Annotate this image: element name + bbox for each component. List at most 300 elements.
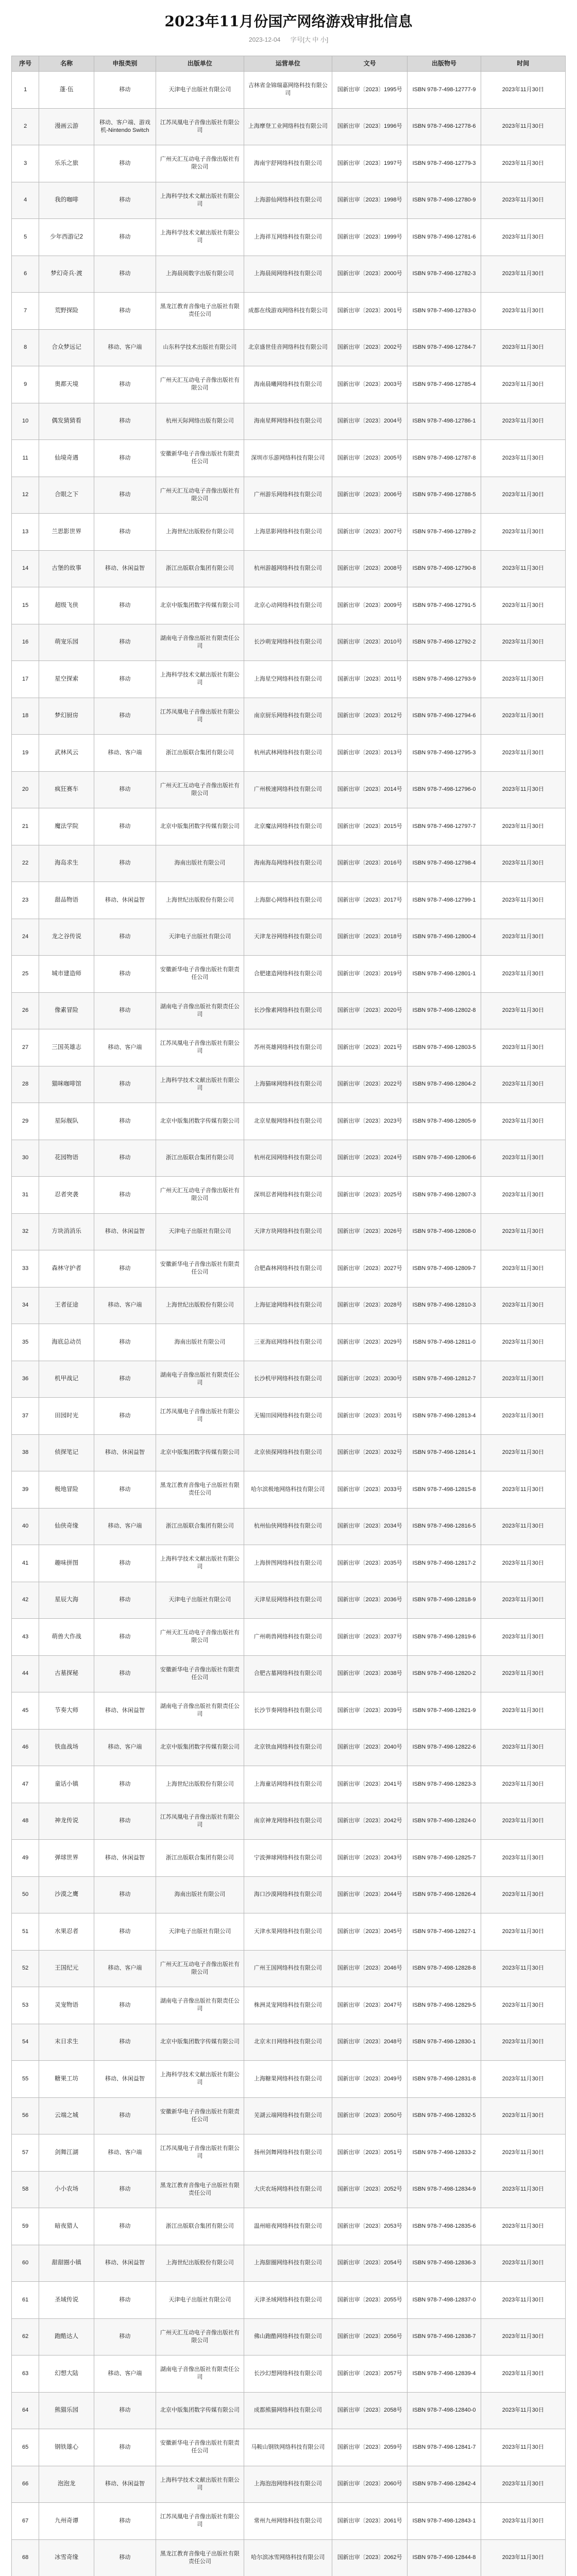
isbn-cell: ISBN 978-7-498-12783-0 — [408, 293, 481, 330]
game-name: 龙之谷传说 — [39, 919, 94, 956]
category-cell: 移动、休闲益智 — [94, 1434, 156, 1471]
publisher-cell: 江苏凤凰电子音像出版社有限公司 — [156, 1029, 244, 1066]
publisher-cell: 湖南电子音像出版社有限责任公司 — [156, 1987, 244, 2024]
approval-number-cell: 国新出审〔2023〕2029号 — [332, 1324, 408, 1361]
date-cell: 2023年11月30日 — [481, 2061, 565, 2098]
font-size-switch[interactable]: 字号[大 中 小] — [290, 36, 329, 43]
table-row — [12, 329, 566, 366]
approval-number-cell: 国新出审〔2023〕2043号 — [332, 1840, 408, 1877]
isbn-cell: ISBN 978-7-498-12778-6 — [408, 108, 481, 145]
date-cell: 2023年11月30日 — [481, 1803, 565, 1840]
category-cell: 移动 — [94, 1250, 156, 1287]
operator-cell: 北京盛世佳音网络科技有限公司 — [244, 329, 332, 366]
category-cell: 移动 — [94, 1913, 156, 1951]
isbn-cell: ISBN 978-7-498-12823-3 — [408, 1766, 481, 1803]
date-cell: 2023年11月30日 — [481, 1287, 565, 1324]
category-cell: 移动 — [94, 72, 156, 109]
approval-number-cell: 国新出审〔2023〕2030号 — [332, 1361, 408, 1398]
isbn-cell: ISBN 978-7-498-12839-4 — [408, 2355, 481, 2393]
table-row — [12, 1876, 566, 1913]
approval-number-cell: 国新出审〔2023〕2020号 — [332, 992, 408, 1029]
approval-number-cell: 国新出审〔2023〕2025号 — [332, 1177, 408, 1214]
table-row — [12, 2539, 566, 2576]
operator-cell: 天津龙谷网络科技有限公司 — [244, 919, 332, 956]
date-cell: 2023年11月30日 — [481, 845, 565, 882]
table-row — [12, 1987, 566, 2024]
game-name: 甜品物语 — [39, 882, 94, 919]
operator-cell: 杭州花园网络科技有限公司 — [244, 1140, 332, 1177]
table-row — [12, 2429, 566, 2466]
category-cell: 移动 — [94, 1619, 156, 1656]
table-row — [12, 293, 566, 330]
operator-cell: 广州极速网络科技有限公司 — [244, 771, 332, 808]
publisher-cell: 上海科学技术文献出版社有限公司 — [156, 1066, 244, 1103]
date-cell: 2023年11月30日 — [481, 2392, 565, 2429]
category-cell: 移动 — [94, 919, 156, 956]
isbn-cell: ISBN 978-7-498-12825-7 — [408, 1840, 481, 1877]
date-cell: 2023年11月30日 — [481, 1361, 565, 1398]
row-number: 24 — [12, 919, 39, 956]
date-cell: 2023年11月30日 — [481, 2097, 565, 2134]
date-cell: 2023年11月30日 — [481, 661, 565, 698]
row-number: 37 — [12, 1398, 39, 1435]
approval-number-cell: 国新出审〔2023〕2047号 — [332, 1987, 408, 2024]
row-number: 8 — [12, 329, 39, 366]
isbn-cell: ISBN 978-7-498-12837-0 — [408, 2282, 481, 2319]
date-cell: 2023年11月30日 — [481, 2245, 565, 2282]
publisher-cell: 广州天汇互动电子音像出版社有限公司 — [156, 2318, 244, 2355]
operator-cell: 南京神龙网络科技有限公司 — [244, 1803, 332, 1840]
publisher-cell: 上海科学技术文献出版社有限公司 — [156, 2466, 244, 2503]
row-number: 43 — [12, 1619, 39, 1656]
isbn-cell: ISBN 978-7-498-12805-9 — [408, 1103, 481, 1140]
category-cell: 移动、休闲益智 — [94, 882, 156, 919]
table-row — [12, 550, 566, 587]
date-cell: 2023年11月30日 — [481, 403, 565, 440]
game-name: 泡泡龙 — [39, 2466, 94, 2503]
operator-cell: 北京侦探网络科技有限公司 — [244, 1434, 332, 1471]
page-title: 2023年11月份国产网络游戏审批信息 — [164, 13, 413, 30]
category-cell: 移动 — [94, 403, 156, 440]
row-number: 57 — [12, 2134, 39, 2172]
date-cell: 2023年11月30日 — [481, 956, 565, 993]
approval-number-cell: 国新出审〔2023〕1996号 — [332, 108, 408, 145]
row-number: 64 — [12, 2392, 39, 2429]
approval-number-cell: 国新出审〔2023〕2051号 — [332, 2134, 408, 2172]
isbn-cell: ISBN 978-7-498-12787-8 — [408, 440, 481, 477]
operator-cell: 长沙节奏网络科技有限公司 — [244, 1692, 332, 1730]
row-number: 17 — [12, 661, 39, 698]
date-cell: 2023年11月30日 — [481, 182, 565, 219]
publisher-cell: 上海科学技术文献出版社有限公司 — [156, 182, 244, 219]
table-row — [12, 477, 566, 514]
row-number: 50 — [12, 1876, 39, 1913]
operator-cell: 海口沙漠网络科技有限公司 — [244, 1876, 332, 1913]
publisher-cell: 天津电子出版社有限公司 — [156, 1213, 244, 1250]
operator-cell: 上海摩登工业网络科技有限公司 — [244, 108, 332, 145]
row-number: 68 — [12, 2539, 39, 2576]
approval-number-cell: 国新出审〔2023〕2023号 — [332, 1103, 408, 1140]
publisher-cell: 江苏凤凰电子音像出版社有限公司 — [156, 1803, 244, 1840]
date-cell: 2023年11月30日 — [481, 1987, 565, 2024]
approval-number-cell: 国新出审〔2023〕2017号 — [332, 882, 408, 919]
category-cell: 移动 — [94, 992, 156, 1029]
category-cell: 移动 — [94, 698, 156, 735]
game-name: 少年西游记2 — [39, 219, 94, 256]
row-number: 34 — [12, 1287, 39, 1324]
category-cell: 移动 — [94, 2392, 156, 2429]
publisher-cell: 浙江出版联合集团有限公司 — [156, 1508, 244, 1545]
isbn-cell: ISBN 978-7-498-12784-7 — [408, 329, 481, 366]
operator-cell: 株洲灵宠网络科技有限公司 — [244, 1987, 332, 2024]
row-number: 4 — [12, 182, 39, 219]
isbn-cell: ISBN 978-7-498-12796-0 — [408, 771, 481, 808]
isbn-cell: ISBN 978-7-498-12777-9 — [408, 72, 481, 109]
date-cell: 2023年11月30日 — [481, 2503, 565, 2540]
game-name: 末日求生 — [39, 2024, 94, 2061]
table-header — [12, 56, 566, 72]
table-row — [12, 1729, 566, 1766]
row-number: 31 — [12, 1177, 39, 1214]
game-name: 萌宠乐园 — [39, 624, 94, 661]
table-row — [12, 808, 566, 845]
date-cell: 2023年11月30日 — [481, 2429, 565, 2466]
category-cell: 移动 — [94, 366, 156, 403]
game-name: 三国英雄志 — [39, 1029, 94, 1066]
date-cell: 2023年11月30日 — [481, 808, 565, 845]
table-row — [12, 1140, 566, 1177]
approval-number-cell: 国新出审〔2023〕2052号 — [332, 2171, 408, 2208]
operator-cell: 海南晨曦网络科技有限公司 — [244, 366, 332, 403]
isbn-cell: ISBN 978-7-498-12789-2 — [408, 514, 481, 551]
game-name: 蓬·伍 — [39, 72, 94, 109]
game-name: 乐乐之旅 — [39, 145, 94, 182]
table-row — [12, 108, 566, 145]
column-header: 出版物号 — [408, 56, 481, 72]
approval-number-cell: 国新出审〔2023〕2003号 — [332, 366, 408, 403]
isbn-cell: ISBN 978-7-498-12830-1 — [408, 2024, 481, 2061]
publisher-cell: 安徽新华电子音像出版社有限责任公司 — [156, 2429, 244, 2466]
operator-cell: 广州王国网络科技有限公司 — [244, 1950, 332, 1987]
category-cell: 移动 — [94, 845, 156, 882]
approval-number-cell: 国新出审〔2023〕2040号 — [332, 1729, 408, 1766]
isbn-cell: ISBN 978-7-498-12828-8 — [408, 1950, 481, 1987]
approval-number-cell: 国新出审〔2023〕2038号 — [332, 1655, 408, 1692]
operator-cell: 上海甜心网络科技有限公司 — [244, 882, 332, 919]
article-meta — [11, 32, 566, 47]
game-name: 武林风云 — [39, 735, 94, 772]
row-number: 5 — [12, 219, 39, 256]
row-number: 9 — [12, 366, 39, 403]
publisher-cell: 广州天汇互动电子音像出版社有限公司 — [156, 1619, 244, 1656]
date-cell: 2023年11月30日 — [481, 1177, 565, 1214]
game-name: 萌兽大作战 — [39, 1619, 94, 1656]
isbn-cell: ISBN 978-7-498-12799-1 — [408, 882, 481, 919]
publisher-cell: 江苏凤凰电子音像出版社有限公司 — [156, 1398, 244, 1435]
table-row — [12, 514, 566, 551]
isbn-cell: ISBN 978-7-498-12840-0 — [408, 2392, 481, 2429]
isbn-cell: ISBN 978-7-498-12801-1 — [408, 956, 481, 993]
date-cell: 2023年11月30日 — [481, 1840, 565, 1877]
table-row — [12, 1508, 566, 1545]
publish-date: 2023-12-04 — [248, 36, 281, 43]
row-number: 12 — [12, 477, 39, 514]
operator-cell: 天津星辰网络科技有限公司 — [244, 1582, 332, 1619]
game-name: 像素冒险 — [39, 992, 94, 1029]
approval-number-cell: 国新出审〔2023〕2005号 — [332, 440, 408, 477]
publisher-cell: 湖南电子音像出版社有限责任公司 — [156, 992, 244, 1029]
category-cell: 移动 — [94, 2503, 156, 2540]
date-cell: 2023年11月30日 — [481, 624, 565, 661]
game-name: 古墓探秘 — [39, 1655, 94, 1692]
publisher-cell: 广州天汇互动电子音像出版社有限公司 — [156, 1177, 244, 1214]
operator-cell: 上海拼图网络科技有限公司 — [244, 1545, 332, 1582]
row-number: 38 — [12, 1434, 39, 1471]
row-number: 21 — [12, 808, 39, 845]
operator-cell: 长沙机甲网络科技有限公司 — [244, 1361, 332, 1398]
table-row — [12, 2208, 566, 2245]
category-cell: 移动 — [94, 1140, 156, 1177]
operator-cell: 上海糖果网络科技有限公司 — [244, 2061, 332, 2098]
table-row — [12, 1434, 566, 1471]
date-cell: 2023年11月30日 — [481, 108, 565, 145]
game-name: 九州奇谭 — [39, 2503, 94, 2540]
table-row — [12, 440, 566, 477]
category-cell: 移动 — [94, 1655, 156, 1692]
row-number: 65 — [12, 2429, 39, 2466]
publisher-cell: 安徽新华电子音像出版社有限责任公司 — [156, 1655, 244, 1692]
date-cell: 2023年11月30日 — [481, 2539, 565, 2576]
row-number: 20 — [12, 771, 39, 808]
approval-number-cell: 国新出审〔2023〕2059号 — [332, 2429, 408, 2466]
approval-number-cell: 国新出审〔2023〕2015号 — [332, 808, 408, 845]
game-name: 熊猫乐园 — [39, 2392, 94, 2429]
row-number: 54 — [12, 2024, 39, 2061]
operator-cell: 温州暗夜网络科技有限公司 — [244, 2208, 332, 2245]
approval-number-cell: 国新出审〔2023〕2007号 — [332, 514, 408, 551]
operator-cell: 海南海岛网络科技有限公司 — [244, 845, 332, 882]
game-name: 海底总动员 — [39, 1324, 94, 1361]
date-cell: 2023年11月30日 — [481, 2282, 565, 2319]
category-cell: 移动 — [94, 1066, 156, 1103]
approval-number-cell: 国新出审〔2023〕2000号 — [332, 256, 408, 293]
game-name: 合眼之下 — [39, 477, 94, 514]
date-cell: 2023年11月30日 — [481, 329, 565, 366]
isbn-cell: ISBN 978-7-498-12820-2 — [408, 1655, 481, 1692]
approval-number-cell: 国新出审〔2023〕2060号 — [332, 2466, 408, 2503]
operator-cell: 杭州游越网络科技有限公司 — [244, 550, 332, 587]
operator-cell: 广州游乐网络科技有限公司 — [244, 477, 332, 514]
column-header: 名称 — [39, 56, 94, 72]
category-cell: 移动、休闲益智 — [94, 2466, 156, 2503]
date-cell: 2023年11月30日 — [481, 2134, 565, 2172]
category-cell: 移动 — [94, 1103, 156, 1140]
approval-number-cell: 国新出审〔2023〕2034号 — [332, 1508, 408, 1545]
table-row — [12, 1324, 566, 1361]
game-name: 忍者突袭 — [39, 1177, 94, 1214]
isbn-cell: ISBN 978-7-498-12816-5 — [408, 1508, 481, 1545]
date-cell: 2023年11月30日 — [481, 366, 565, 403]
date-cell: 2023年11月30日 — [481, 1692, 565, 1730]
header-row — [12, 56, 566, 72]
operator-cell: 合肥古墓网络科技有限公司 — [244, 1655, 332, 1692]
publisher-cell: 安徽新华电子音像出版社有限责任公司 — [156, 956, 244, 993]
table-row — [12, 661, 566, 698]
publisher-cell: 上海科学技术文献出版社有限公司 — [156, 219, 244, 256]
approval-number-cell: 国新出审〔2023〕1998号 — [332, 182, 408, 219]
game-name: 灵宠物语 — [39, 1987, 94, 2024]
operator-cell: 上海思影网络科技有限公司 — [244, 514, 332, 551]
approval-number-cell: 国新出审〔2023〕1995号 — [332, 72, 408, 109]
table-row — [12, 735, 566, 772]
publisher-cell: 上海晨阅数字出版有限公司 — [156, 256, 244, 293]
table-row — [12, 1177, 566, 1214]
publisher-cell: 黑龙江教育音像电子出版社有限责任公司 — [156, 293, 244, 330]
game-name: 侦探笔记 — [39, 1434, 94, 1471]
approval-number-cell: 国新出审〔2023〕2062号 — [332, 2539, 408, 2576]
isbn-cell: ISBN 978-7-498-12782-3 — [408, 256, 481, 293]
category-cell: 移动 — [94, 808, 156, 845]
category-cell: 移动 — [94, 661, 156, 698]
isbn-cell: ISBN 978-7-498-12798-4 — [408, 845, 481, 882]
approval-number-cell: 国新出审〔2023〕2041号 — [332, 1766, 408, 1803]
row-number: 15 — [12, 587, 39, 624]
table-row — [12, 2134, 566, 2172]
publisher-cell: 海南出版社有限公司 — [156, 845, 244, 882]
row-number: 61 — [12, 2282, 39, 2319]
table-row — [12, 2466, 566, 2503]
operator-cell: 佛山跑酷网络科技有限公司 — [244, 2318, 332, 2355]
operator-cell: 成都在线游戏网络科技有限公司 — [244, 293, 332, 330]
operator-cell: 哈尔滨极地网络科技有限公司 — [244, 1471, 332, 1509]
row-number: 6 — [12, 256, 39, 293]
category-cell: 移动、客户端、游戏机-Nintendo Switch — [94, 108, 156, 145]
row-number: 35 — [12, 1324, 39, 1361]
date-cell: 2023年11月30日 — [481, 1029, 565, 1066]
publisher-cell: 北京中版集团数字传媒有限公司 — [156, 808, 244, 845]
game-name: 猫咪咖啡馆 — [39, 1066, 94, 1103]
isbn-cell: ISBN 978-7-498-12791-5 — [408, 587, 481, 624]
publisher-cell: 海南出版社有限公司 — [156, 1324, 244, 1361]
game-name: 星际舰队 — [39, 1103, 94, 1140]
isbn-cell: ISBN 978-7-498-12818-9 — [408, 1582, 481, 1619]
publisher-cell: 上海世纪出版股份有限公司 — [156, 514, 244, 551]
row-number: 3 — [12, 145, 39, 182]
isbn-cell: ISBN 978-7-498-12829-5 — [408, 1987, 481, 2024]
column-header: 时间 — [481, 56, 565, 72]
category-cell: 移动 — [94, 1361, 156, 1398]
table-row — [12, 1655, 566, 1692]
isbn-cell: ISBN 978-7-498-12808-0 — [408, 1213, 481, 1250]
category-cell: 移动、客户端 — [94, 1729, 156, 1766]
isbn-cell: ISBN 978-7-498-12795-3 — [408, 735, 481, 772]
date-cell: 2023年11月30日 — [481, 919, 565, 956]
game-name: 弹球世界 — [39, 1840, 94, 1877]
table-row — [12, 1471, 566, 1509]
game-name: 兰思影世界 — [39, 514, 94, 551]
category-cell: 移动、客户端 — [94, 1287, 156, 1324]
game-name: 漫画云游 — [39, 108, 94, 145]
table-row — [12, 1103, 566, 1140]
publisher-cell: 天津电子出版社有限公司 — [156, 919, 244, 956]
operator-cell: 上海晨阅网络科技有限公司 — [244, 256, 332, 293]
date-cell: 2023年11月30日 — [481, 2355, 565, 2393]
date-cell: 2023年11月30日 — [481, 145, 565, 182]
publisher-cell: 北京中版集团数字传媒有限公司 — [156, 2024, 244, 2061]
row-number: 55 — [12, 2061, 39, 2098]
game-name: 甜甜圈小镇 — [39, 2245, 94, 2282]
date-cell: 2023年11月30日 — [481, 735, 565, 772]
isbn-cell: ISBN 978-7-498-12838-7 — [408, 2318, 481, 2355]
publisher-cell: 上海世纪出版股份有限公司 — [156, 1287, 244, 1324]
isbn-cell: ISBN 978-7-498-12843-1 — [408, 2503, 481, 2540]
row-number: 47 — [12, 1766, 39, 1803]
approval-number-cell: 国新出审〔2023〕1999号 — [332, 219, 408, 256]
table-row — [12, 2392, 566, 2429]
operator-cell: 吉林省金锦瑞嘉网络科技有限公司 — [244, 72, 332, 109]
date-cell: 2023年11月30日 — [481, 1950, 565, 1987]
isbn-cell: ISBN 978-7-498-12824-0 — [408, 1803, 481, 1840]
row-number: 56 — [12, 2097, 39, 2134]
date-cell: 2023年11月30日 — [481, 1655, 565, 1692]
game-name: 仙侠奇缘 — [39, 1508, 94, 1545]
publisher-cell: 北京中版集团数字传媒有限公司 — [156, 1434, 244, 1471]
publisher-cell: 浙江出版联合集团有限公司 — [156, 1140, 244, 1177]
table-row — [12, 624, 566, 661]
approval-number-cell: 国新出审〔2023〕2009号 — [332, 587, 408, 624]
isbn-cell: ISBN 978-7-498-12793-9 — [408, 661, 481, 698]
approval-number-cell: 国新出审〔2023〕2049号 — [332, 2061, 408, 2098]
approval-number-cell: 国新出审〔2023〕2010号 — [332, 624, 408, 661]
game-name: 剑舞江湖 — [39, 2134, 94, 2172]
category-cell: 移动 — [94, 624, 156, 661]
approval-number-cell: 国新出审〔2023〕2004号 — [332, 403, 408, 440]
game-name: 节奏大师 — [39, 1692, 94, 1730]
category-cell: 移动 — [94, 2282, 156, 2319]
approval-number-cell: 国新出审〔2023〕2036号 — [332, 1582, 408, 1619]
approval-number-cell: 国新出审〔2023〕2027号 — [332, 1250, 408, 1287]
row-number: 41 — [12, 1545, 39, 1582]
publisher-cell: 江苏凤凰电子音像出版社有限公司 — [156, 2503, 244, 2540]
operator-cell: 上海游仙网络科技有限公司 — [244, 182, 332, 219]
publisher-cell: 天津电子出版社有限公司 — [156, 1913, 244, 1951]
table-row — [12, 1361, 566, 1398]
game-name: 跑酷达人 — [39, 2318, 94, 2355]
category-cell: 移动 — [94, 145, 156, 182]
row-number: 33 — [12, 1250, 39, 1287]
table-row — [12, 2171, 566, 2208]
operator-cell: 海南宇舒网络科技有限公司 — [244, 145, 332, 182]
date-cell: 2023年11月30日 — [481, 992, 565, 1029]
approval-number-cell: 国新出审〔2023〕2045号 — [332, 1913, 408, 1951]
category-cell: 移动 — [94, 1876, 156, 1913]
game-name: 铁血战场 — [39, 1729, 94, 1766]
approval-number-cell: 国新出审〔2023〕2056号 — [332, 2318, 408, 2355]
operator-cell: 海南星辉网络科技有限公司 — [244, 403, 332, 440]
game-name: 星辰大海 — [39, 1582, 94, 1619]
publisher-cell: 北京中版集团数字传媒有限公司 — [156, 1729, 244, 1766]
operator-cell: 天津圣域网络科技有限公司 — [244, 2282, 332, 2319]
category-cell: 移动 — [94, 587, 156, 624]
game-name: 星空探索 — [39, 661, 94, 698]
category-cell: 移动、客户端 — [94, 1950, 156, 1987]
category-cell: 移动 — [94, 1803, 156, 1840]
isbn-cell: ISBN 978-7-498-12815-8 — [408, 1471, 481, 1509]
category-cell: 移动、休闲益智 — [94, 1213, 156, 1250]
category-cell: 移动 — [94, 1545, 156, 1582]
table-row — [12, 2318, 566, 2355]
isbn-cell: ISBN 978-7-498-12790-8 — [408, 550, 481, 587]
